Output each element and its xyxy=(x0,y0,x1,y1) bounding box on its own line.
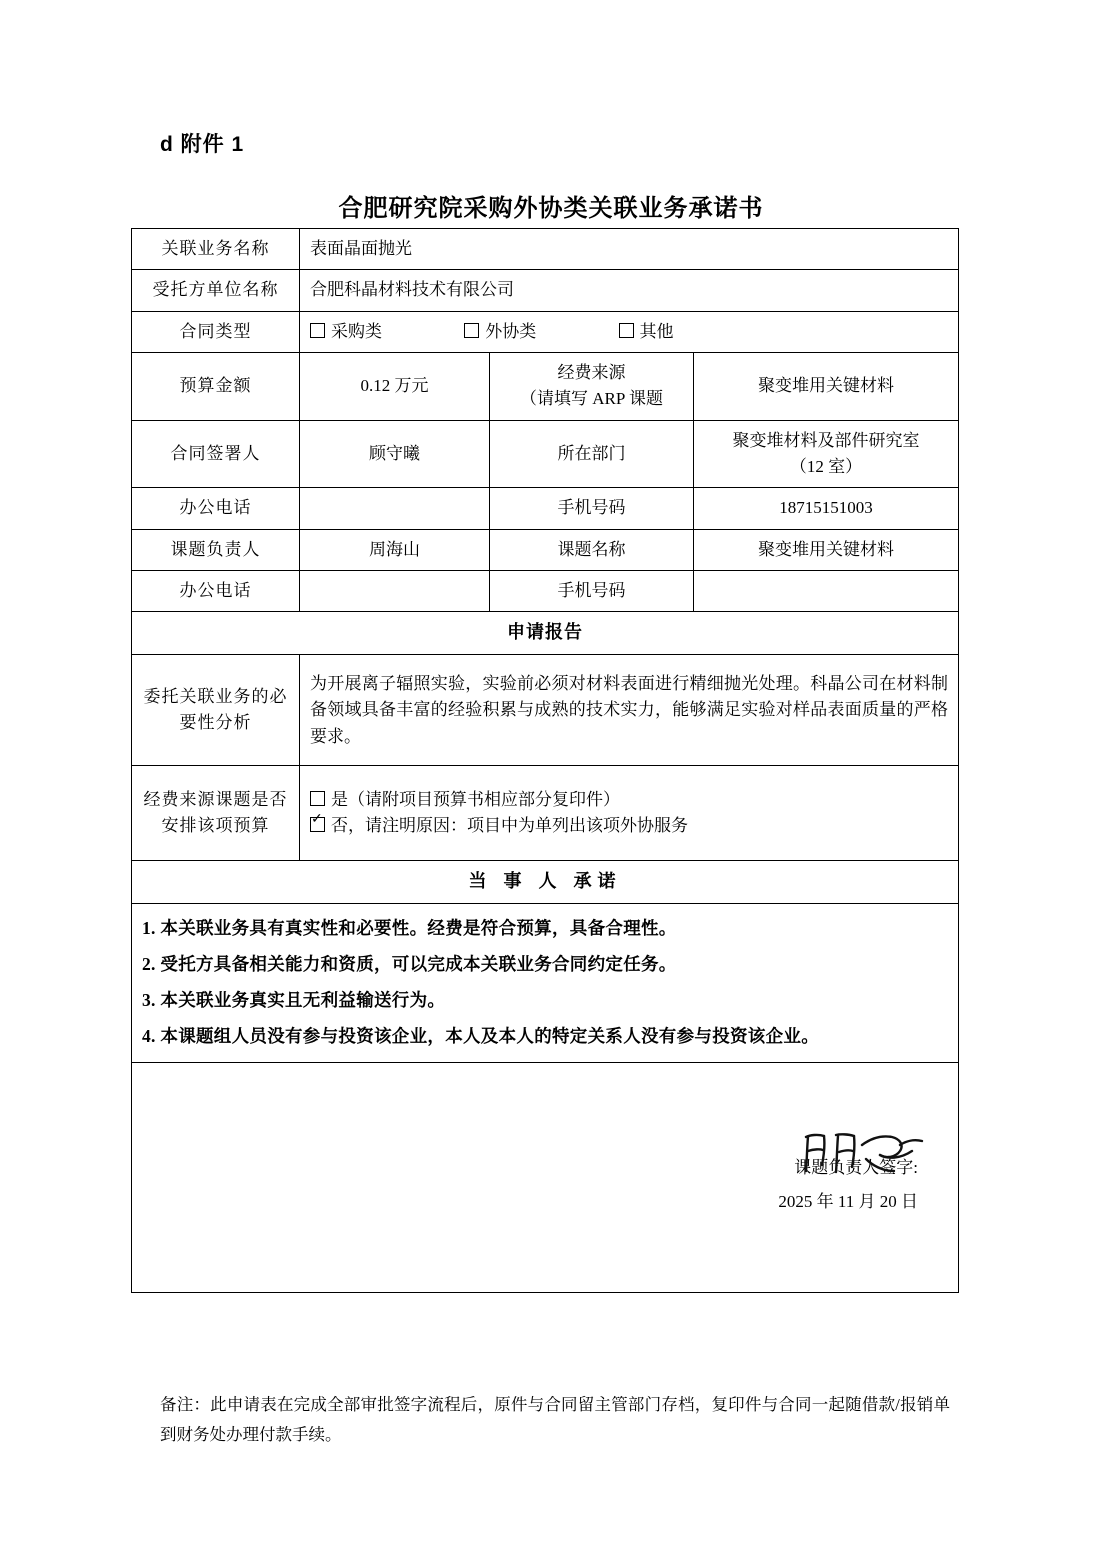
signer-value[interactable]: 顾守曦 xyxy=(300,420,490,488)
commitment-form-table xyxy=(131,228,959,1293)
budget-arranged-option-no[interactable] xyxy=(310,813,948,839)
promise-header: 当 事 人 承诺 xyxy=(132,861,959,904)
contract-type-option-other[interactable] xyxy=(619,319,674,345)
checkbox-checked-icon[interactable] xyxy=(310,817,325,832)
contract-type-option-other-label: 其他 xyxy=(639,321,674,341)
table-row-signature xyxy=(132,1062,959,1292)
table-row-budget xyxy=(132,353,959,421)
budget-arranged-label-line2: 安排该项预算 xyxy=(161,816,270,836)
budget-arranged-option-no-label: 否，请注明原因：项目中为单列出该项外协服务 xyxy=(331,816,688,836)
contract-type-option-outsourcing[interactable] xyxy=(464,319,536,345)
promise-item: 2. 受托方具备相关能力和资质，可以完成本关联业务合同约定任务。 xyxy=(142,954,677,975)
department-value-line1: 聚变堆材料及部件研究室 xyxy=(732,430,920,450)
document-title: 合肥研究院采购外协类关联业务承诺书 xyxy=(338,195,764,222)
table-row-entrusted-unit xyxy=(132,270,959,311)
table-row-business-name xyxy=(132,229,959,270)
project-leader-value[interactable]: 周海山 xyxy=(300,529,490,570)
promise-item: 3. 本关联业务真实且无利益输送行为。 xyxy=(142,989,446,1010)
business-name-label: 关联业务名称 xyxy=(132,229,300,270)
budget-arranged-label-line1: 经费来源课题是否 xyxy=(143,789,288,809)
contract-type-option-purchase-label: 采购类 xyxy=(331,321,382,341)
entrusted-unit-value[interactable]: 合肥科晶材料技术有限公司 xyxy=(300,270,959,311)
necessity-label-line1: 委托关联业务的必 xyxy=(143,686,288,706)
checkbox-icon[interactable] xyxy=(619,323,634,338)
office-phone-label-1: 办公电话 xyxy=(132,488,300,529)
footnote: 备注：此申请表在完成全部审批签字流程后，原件与合同留主管部门存档，复印件与合同一起随借款/报销单到财务处办理付款手续。 xyxy=(160,1395,950,1444)
promise-list xyxy=(132,904,959,1063)
necessity-label xyxy=(132,655,300,766)
office-phone-value-2[interactable] xyxy=(300,571,490,612)
budget-amount-value[interactable]: 0.12 万元 xyxy=(300,353,490,421)
table-row-office-phone-2 xyxy=(132,571,959,612)
funding-source-label xyxy=(490,353,694,421)
budget-arranged-option-yes-label: 是（请附项目预算书相应部分复印件） xyxy=(331,789,620,809)
entrusted-unit-label: 受托方单位名称 xyxy=(132,270,300,311)
table-row-application-report-header xyxy=(132,612,959,655)
project-name-value[interactable]: 聚变堆用关键材料 xyxy=(694,529,959,570)
budget-arranged-options xyxy=(300,766,959,861)
promise-item: 4. 本课题组人员没有参与投资该企业，本人及本人的特定关系人没有参与投资该企业。 xyxy=(142,1025,819,1046)
budget-amount-label: 预算金额 xyxy=(132,353,300,421)
department-label: 所在部门 xyxy=(490,420,694,488)
table-row-promise-items xyxy=(132,904,959,1063)
signer-label: 合同签署人 xyxy=(132,420,300,488)
funding-source-value[interactable]: 聚变堆用关键材料 xyxy=(694,353,959,421)
mobile-label-2: 手机号码 xyxy=(490,571,694,612)
mobile-value-2[interactable] xyxy=(694,571,959,612)
signature-date: 2025 年 11 月 20 日 xyxy=(778,1191,918,1211)
contract-type-option-purchase[interactable] xyxy=(310,319,382,345)
table-row-contract-type xyxy=(132,311,959,352)
business-name-value[interactable]: 表面晶面抛光 xyxy=(300,229,959,270)
necessity-text[interactable]: 为开展离子辐照实验，实验前必须对材料表面进行精细抛光处理。科晶公司在材料制备领域具备丰富的经验积累与成熟的技术实力，能够满足实验对样品表面质量的严格要求。 xyxy=(300,655,959,766)
office-phone-label-2: 办公电话 xyxy=(132,571,300,612)
budget-arranged-label xyxy=(132,766,300,861)
attachment-label: d 附件 1 xyxy=(160,133,245,156)
table-row-signer xyxy=(132,420,959,488)
handwritten-signature-icon xyxy=(796,1125,926,1187)
checkbox-icon[interactable] xyxy=(310,791,325,806)
checkbox-icon[interactable] xyxy=(310,323,325,338)
project-leader-label: 课题负责人 xyxy=(132,529,300,570)
mobile-label-1: 手机号码 xyxy=(490,488,694,529)
mobile-value-1[interactable]: 18715151003 xyxy=(694,488,959,529)
department-value-line2: （12 室） xyxy=(789,457,863,477)
promise-item: 1. 本关联业务具有真实性和必要性。经费是符合预算，具备合理性。 xyxy=(142,918,677,939)
signature-label: 课题负责人签字: xyxy=(794,1157,918,1177)
table-row-budget-arranged xyxy=(132,766,959,861)
table-row-promise-header xyxy=(132,861,959,904)
table-row-project-leader xyxy=(132,529,959,570)
budget-arranged-option-yes[interactable] xyxy=(310,787,948,813)
contract-type-label: 合同类型 xyxy=(132,311,300,352)
funding-source-label-line2: （请填写 ARP 课题 xyxy=(520,389,663,409)
office-phone-value-1[interactable] xyxy=(300,488,490,529)
necessity-label-line2: 要性分析 xyxy=(179,713,252,733)
table-row-necessity xyxy=(132,655,959,766)
table-row-office-phone-1 xyxy=(132,488,959,529)
contract-type-options xyxy=(300,311,959,352)
funding-source-label-line1: 经费来源 xyxy=(557,363,626,383)
contract-type-option-outsourcing-label: 外协类 xyxy=(485,321,537,341)
project-name-label: 课题名称 xyxy=(490,529,694,570)
signature-area xyxy=(132,1062,959,1292)
application-report-header: 申请报告 xyxy=(132,612,959,655)
department-value[interactable] xyxy=(694,420,959,488)
checkbox-icon[interactable] xyxy=(464,323,479,338)
